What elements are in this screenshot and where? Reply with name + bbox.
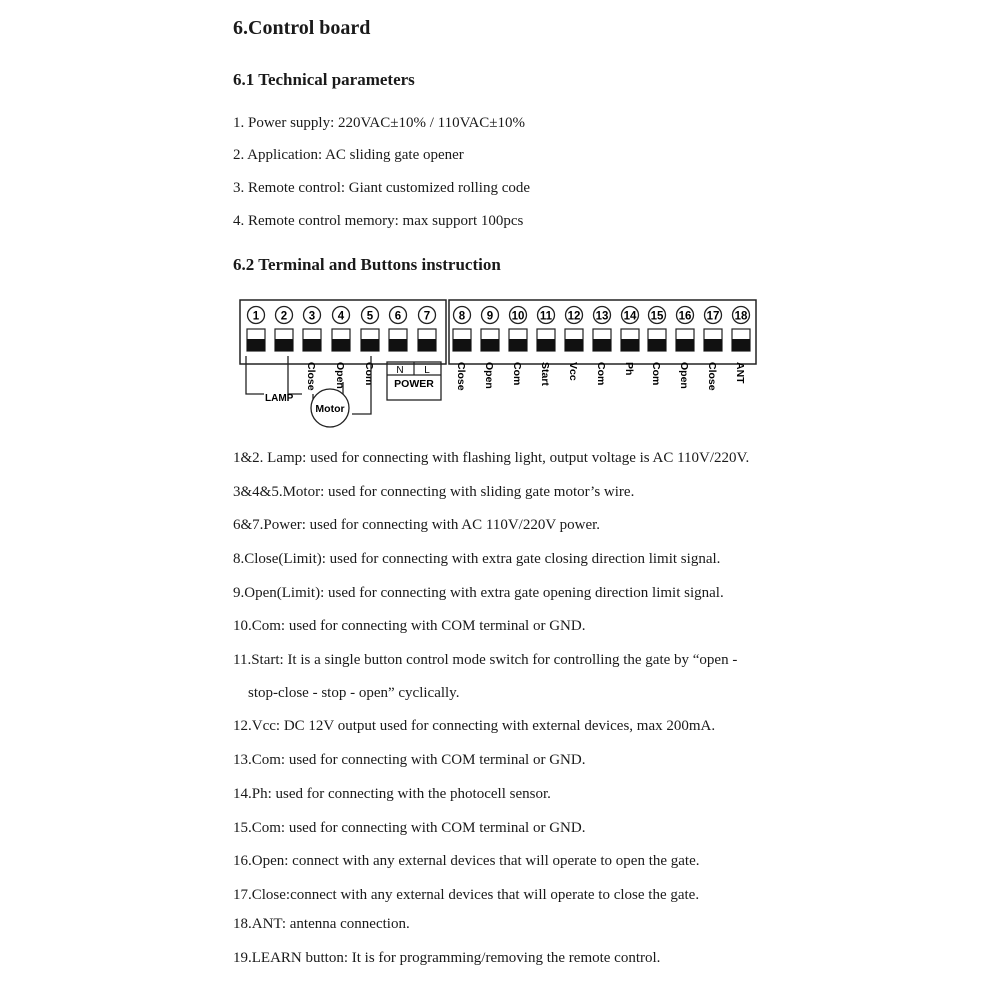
terminal-screw: [247, 339, 265, 351]
terminal-label: Close: [706, 362, 718, 391]
terminal-number: 4: [337, 310, 345, 323]
param-line: 1. Power supply: 220VAC±10% / 110VAC±10%: [233, 115, 526, 131]
param-line: 4. Remote control memory: max support 100pcs: [233, 213, 524, 229]
terminal-description-continued: stop-close - stop - open” cyclically.: [248, 685, 460, 701]
terminal-number: 17: [706, 310, 720, 323]
terminal-screw: [676, 339, 694, 351]
terminal-number: 14: [623, 310, 637, 323]
power-n-label: N: [396, 365, 404, 376]
terminal-label: Open: [678, 362, 690, 389]
terminal-screw: [621, 339, 639, 351]
terminal-label: Open: [483, 362, 495, 389]
motor-label: Motor: [315, 403, 345, 415]
terminal-label: Com: [363, 362, 375, 386]
terminal-description: 6&7.Power: used for connecting with AC 110V/220V power.: [233, 517, 601, 533]
terminal-diagram: [230, 296, 760, 436]
terminal-screw: [453, 339, 471, 351]
terminal-label: Open: [334, 362, 346, 389]
terminal-description: 17.Close:connect with any external devices that will operate to close the gate.: [233, 887, 700, 903]
terminal-number: 16: [678, 310, 692, 323]
terminal-description: 19.LEARN button: It is for programming/removing the remote control.: [233, 950, 661, 966]
terminal-number: 7: [423, 310, 431, 323]
terminal-screw: [565, 339, 583, 351]
power-label: POWER: [394, 378, 434, 390]
terminal-description: 16.Open: connect with any external devices that will operate to open the gate.: [233, 853, 700, 869]
terminal-number: 6: [394, 310, 402, 323]
terminal-label: Ph: [623, 362, 635, 376]
terminal-screw: [648, 339, 666, 351]
terminal-number: 12: [567, 310, 581, 323]
section-heading-technical-parameters: 6.1 Technical parameters: [233, 70, 415, 89]
terminal-number: 10: [511, 310, 525, 323]
terminal-screw: [275, 339, 293, 351]
terminal-description: 8.Close(Limit): used for connecting with extra gate closing direction limit signal.: [233, 551, 721, 567]
terminal-description: 10.Com: used for connecting with COM terminal or GND.: [233, 618, 586, 634]
terminal-label: Com: [595, 362, 607, 386]
terminal-label: Close: [455, 362, 467, 391]
terminal-screw: [593, 339, 611, 351]
terminal-screw: [509, 339, 527, 351]
terminal-description: 15.Com: used for connecting with COM terminal or GND.: [233, 820, 586, 836]
terminal-description: 3&4&5.Motor: used for connecting with sliding gate motor’s wire.: [233, 484, 635, 500]
terminal-description: 14.Ph: used for connecting with the photocell sensor.: [233, 786, 551, 802]
terminal-number: 11: [539, 310, 553, 323]
terminal-number: 1: [252, 310, 260, 323]
terminal-screw: [418, 339, 436, 351]
terminal-label: Com: [511, 362, 523, 386]
terminal-number: 15: [650, 310, 664, 323]
terminal-number: 9: [486, 310, 494, 323]
lamp-wire: [246, 356, 302, 394]
param-line: 3. Remote control: Giant customized rolling code: [233, 180, 531, 196]
page-title: 6.Control board: [233, 17, 371, 39]
terminal-number: 2: [280, 310, 288, 323]
terminal-screw: [481, 339, 499, 351]
section-heading-terminal-instruction: 6.2 Terminal and Buttons instruction: [233, 255, 501, 274]
terminal-screw: [704, 339, 722, 351]
terminal-description: 9.Open(Limit): used for connecting with extra gate opening direction limit signal.: [233, 585, 724, 601]
lamp-label: LAMP: [265, 393, 294, 404]
terminal-description: 11.Start: It is a single button control mode switch for controlling the gate by “open -: [233, 652, 738, 668]
terminal-number: 8: [458, 310, 466, 323]
terminal-description: 18.ANT: antenna connection.: [233, 916, 410, 932]
terminal-label: Vcc: [567, 362, 579, 381]
terminal-screw: [332, 339, 350, 351]
terminal-description: 13.Com: used for connecting with COM terminal or GND.: [233, 752, 586, 768]
terminal-label: ANT: [734, 362, 746, 384]
terminal-number: 13: [595, 310, 609, 323]
terminal-description: 12.Vcc: DC 12V output used for connecting with external devices, max 200mA.: [233, 718, 716, 734]
terminal-screw: [303, 339, 321, 351]
terminal-label: Com: [650, 362, 662, 386]
terminal-screw: [537, 339, 555, 351]
power-l-label: L: [424, 365, 430, 376]
terminal-screw: [389, 339, 407, 351]
terminal-description: 1&2. Lamp: used for connecting with flashing light, output voltage is AC 110V/220V.: [233, 450, 750, 466]
param-line: 2. Application: AC sliding gate opener: [233, 147, 464, 163]
terminal-number: 18: [734, 310, 748, 323]
terminal-screw: [361, 339, 379, 351]
terminal-label: Start: [539, 362, 551, 386]
terminal-number: 3: [308, 310, 316, 323]
terminal-number: 5: [366, 310, 374, 323]
terminal-screw: [732, 339, 750, 351]
terminal-label: Close: [305, 362, 317, 391]
